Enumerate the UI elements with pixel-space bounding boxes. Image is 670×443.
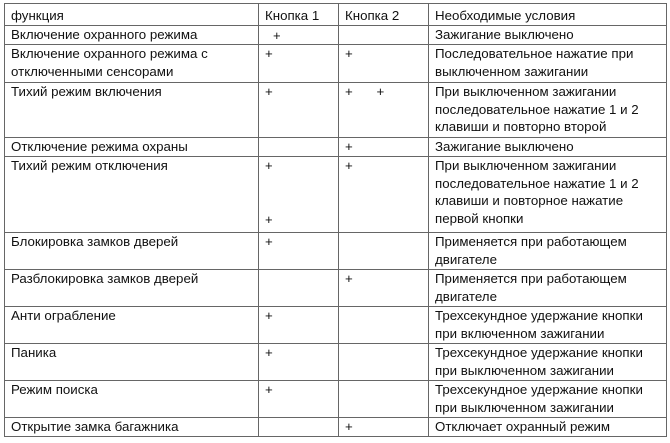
- button1-cell: [259, 233, 339, 270]
- table-row: [5, 270, 667, 307]
- plus-mark: +: [345, 139, 353, 154]
- function-cell: Отключение режима охраны: [5, 138, 259, 157]
- function-label: Тихий режим включения: [11, 84, 162, 99]
- button2-cell: [339, 307, 429, 344]
- header-button1: Кнопка 1: [259, 4, 339, 26]
- plus-mark: +: [265, 382, 273, 397]
- plus-mark: +: [265, 308, 273, 323]
- table-row: [5, 83, 667, 138]
- header-row: [5, 4, 667, 26]
- button1-cell: [259, 138, 339, 157]
- button1-cell: [259, 270, 339, 307]
- table-row: [5, 344, 667, 381]
- button2-cell: [339, 344, 429, 381]
- conditions-cell: Трехсекундное удержание кнопки при включенном зажигании: [429, 307, 667, 344]
- plus-mark: +: [376, 84, 385, 99]
- button2-cell: [339, 83, 429, 138]
- table-row: [5, 233, 667, 270]
- table-row: [5, 45, 667, 83]
- plus-mark: +: [345, 271, 353, 286]
- function-cell: [5, 83, 259, 138]
- button1-cell: [259, 157, 339, 233]
- table-row: [5, 381, 667, 418]
- button2-cell: [339, 418, 429, 437]
- plus-mark: +: [345, 419, 353, 434]
- conditions-cell: При выключенном зажигании последовательное нажатие 1 и 2 клавиши и повторное нажатие первой кнопки: [429, 157, 667, 233]
- button1-cell: [259, 83, 339, 138]
- function-cell: Включение охранного режима с отключенными сенсорами: [5, 45, 259, 83]
- function-cell: Режим поиска: [5, 381, 259, 418]
- conditions-cell: Трехсекундное удержание кнопки при выключенном зажигании: [429, 381, 667, 418]
- plus-mark: +: [265, 345, 273, 360]
- button1-cell: [259, 307, 339, 344]
- conditions-cell: Зажигание выключено: [429, 138, 667, 157]
- function-cell: Тихий режим отключения: [5, 157, 259, 233]
- plus-mark: +: [265, 158, 273, 173]
- conditions-cell: Зажигание выключено: [429, 26, 667, 45]
- button2-cell: [339, 381, 429, 418]
- button2-cell: [339, 157, 429, 233]
- conditions-cell: Применяется при работающем двигателе: [429, 233, 667, 270]
- conditions-cell: Трехсекундное удержание кнопки при выключенном зажигании: [429, 344, 667, 381]
- function-cell: Разблокировка замков дверей: [5, 270, 259, 307]
- conditions-cell: Применяется при работающем двигателе: [429, 270, 667, 307]
- plus-mark: +: [345, 158, 353, 173]
- button1-cell: [259, 26, 339, 45]
- conditions-cell: Отключает охранный режим: [429, 418, 667, 437]
- button1-cell: [259, 381, 339, 418]
- button2-cell: [339, 45, 429, 83]
- conditions-cell: Последовательное нажатие при выключенном зажигании: [429, 45, 667, 83]
- plus-mark: +: [345, 84, 353, 99]
- header-function: функция: [5, 4, 259, 26]
- table-row: [5, 157, 667, 233]
- table-row: [5, 138, 667, 157]
- plus-mark: +: [265, 212, 273, 227]
- plus-mark: +: [265, 46, 273, 61]
- table-row: [5, 418, 667, 437]
- plus-mark: +: [265, 234, 273, 249]
- functions-table: [4, 3, 667, 437]
- button2-cell: [339, 138, 429, 157]
- function-cell: Блокировка замков дверей: [5, 233, 259, 270]
- plus-mark: +: [265, 84, 273, 99]
- button1-cell: [259, 418, 339, 437]
- function-cell: Открытие замка багажника: [5, 418, 259, 437]
- header-conditions: Необходимые условия: [429, 4, 667, 26]
- plus-mark: +: [345, 46, 353, 61]
- button1-cell: [259, 45, 339, 83]
- table-row: [5, 307, 667, 344]
- header-button2: Кнопка 2: [339, 4, 429, 26]
- table-row: [5, 26, 667, 45]
- button1-cell: [259, 344, 339, 381]
- button2-cell: [339, 270, 429, 307]
- conditions-cell: При выключенном зажигании последовательное нажатие 1 и 2 клавиши и повторно второй: [429, 83, 667, 138]
- function-cell: Паника: [5, 344, 259, 381]
- plus-mark: +: [273, 28, 281, 43]
- button2-cell: [339, 26, 429, 45]
- button2-cell: [339, 233, 429, 270]
- function-cell: Анти ограбление: [5, 307, 259, 344]
- function-cell: Включение охранного режима: [5, 26, 259, 45]
